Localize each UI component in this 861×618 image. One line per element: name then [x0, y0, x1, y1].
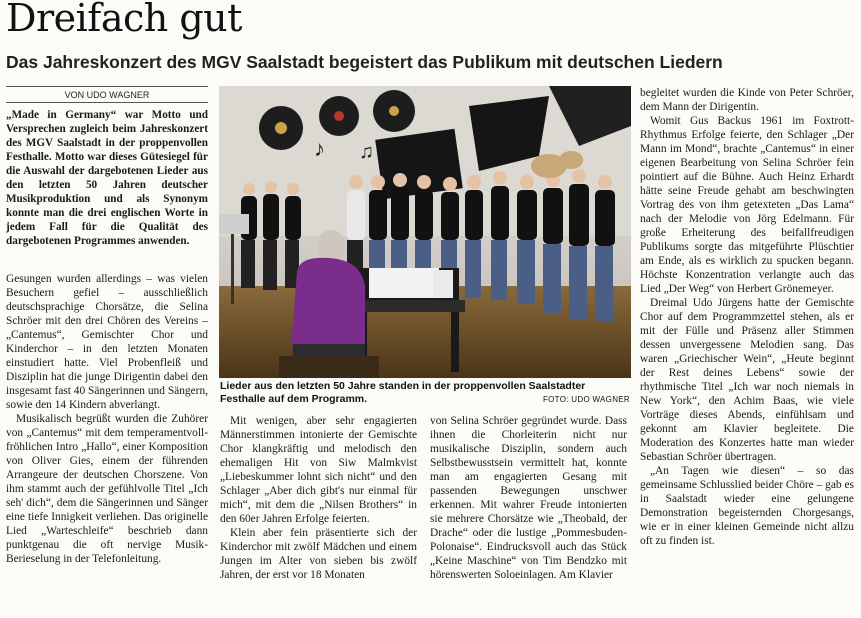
paragraph: Gesungen wurden allerdings – was vielen Besuchern gefiel – ausschließlich deutschsprachige Chorsätze, die Selina Schröer mit den drei Chören des Vereins – „Cantemus“, Gemischter Chor und Kinderchor – in den letzten Monaten einstudiert hatte. Viel Probenfleiß und Disziplin hat die junge Dirigentin dabei den insgesamt fast 40 Sängerinnen und Sängern, sowie den 14 Kindern abverlangt.	[6, 273, 208, 411]
paragraph: von Selina Schröer gegründet wurde. Dass ihnen die Chorleiterin nicht nur musikalische Disziplin, sondern auch Selbstbewusstsein vermittelt hat, konnte man am engagierten Gesang mit passenden Bewegungen unschwer erkennen. Mit wahrer Freude intonierten sie mehrere Chorsätze wie „Theobald, der Drache“ oder die lustige „Pommesbuden-Polonaise“. Eindrucksvoll auch das Stück „Keine Maschine“ von Tim Bendzko mit hörenswerten Soloeinlagen. Am Klavier	[430, 415, 627, 581]
paragraph: Mit wenigen, aber sehr engagierten Männerstimmen intonierte der Gemischte Chor klangkräftig und melodisch den ehemaligen Hit von Siw Malmkvist „Liebeskummer lohnt sich nicht“ und den Schlager „Aber dich gibt's nur einmal für mich“, mit dem die „Nilsen Brothers“ in den 60er Jahren Erfolge feierten.	[220, 415, 417, 525]
headline: Dreifach gut	[6, 0, 242, 40]
photo-credit: FOTO: UDO WAGNER	[542, 395, 630, 404]
paragraph: Womit Gus Backus 1961 im Foxtrott-Rhythmus Erfolge feierte, den Schlager „Der Mann im Mond“, brachte „Cantemus“ in einer eigenen Bearbeitung von Selina Schröer fein pointiert auf die Bühne. Auch Heinz Erhardt hätte seine Freude gehabt am beschwingten Vortrag des von ihm getexteten „Das Lama“ nach der Melodie von Jörg Edelmann. Für große Erheiterung des beifallfreudigen Publikums sorgte das mitgeführte Plüschtier am Ende, als es wirklich zu spucken begann. Höchste Konzentration verlangte auch das Lied „Der Weg“ von Herbert Grönemeyer.	[640, 115, 854, 295]
column-3	[430, 414, 627, 604]
column-4	[640, 86, 854, 606]
paragraph: „An Tagen wie diesen“ – so das gemeinsame Schlusslied beider Chöre – gab es in Saalstadt wieder eine gelungene Demonstration begeisternden Chorgesangs, wie er in einer kleinen Gemeinde nicht allzu oft zu finden ist.	[640, 465, 854, 547]
svg-text:♪: ♪	[314, 136, 325, 161]
paragraph: begleitet wurden die Kinde von Peter Schröer, dem Mann der Dirigentin.	[640, 87, 854, 113]
column-1	[6, 272, 208, 602]
lead-paragraph	[6, 108, 208, 266]
caption-text: Lieder aus den letzten 50 Jahre standen in der proppenvollen Saalstadter Festhalle auf dem Programm.	[220, 380, 586, 405]
lead-text: „Made in Germany“ war Motto und Versprechen zugleich beim Jahreskonzert des MGV Saalstadt in der proppenvollen Festhalle. Motto war dieses Gütesiegel für die Auswahl der dargebotenen Lieder aus den letzten 50 Jahren deutscher Musikproduktion und als Synonym konnte man die drei englischen Worte in jedem Fall für die Qualität des dargebotenen Programmes anwenden.	[6, 109, 208, 247]
choir-photo-illustration	[219, 86, 631, 378]
choir-photo	[219, 86, 631, 378]
photo-caption	[220, 380, 630, 406]
paragraph: Musikalisch begrüßt wurden die Zuhörer von „Cantemus“ mit dem temperamentvoll-fröhlichen Intro „Hallo“, einer Komposition von Oliver Gies, einem der führenden Arrangeure der deutschen Chorszene. Von ihm stammt auch der gefühlvolle Titel „Ich seh' dich“, dem die Sängerinnen und Sänger eine tiefe Innigkeit verliehen. Das originelle Lied „Warteschleife“ beschrieb dann punktgenau die oft nervige Musik-Berieselung in der Telefonleitung.	[6, 413, 208, 565]
subheadline: Das Jahreskonzert des MGV Saalstadt begeistert das Publikum mit deutschen Liedern	[6, 52, 723, 72]
svg-text:♫: ♫	[359, 141, 374, 163]
byline: VON UDO WAGNER	[6, 86, 208, 103]
column-2	[220, 414, 417, 604]
paragraph: Dreimal Udo Jürgens hatte der Gemischte Chor auf dem Programmzettel stehen, als er mit der Fülle und Präsenz aller Stimmen dessen unvergessene Melodien sang. Das waren „Griechischer Wein“, „Heute beginnt der Rest deines Lebens“ sowie der rhythmische Titel „Ich war noch niemals in New York“, den Achim Baas, wie viele Vorträge dieses Abends, einfühlsam und gekonnt am Klavier begleitete. Die Moderation des Konzertes hatte man wieder Sebastian Schröer übertragen.	[640, 297, 854, 463]
paragraph: Klein aber fein präsentierte sich der Kinderchor mit zwölf Mädchen und einem Jungen im Alter von sieben bis zwölf Jahren, der erst vor 18 Monaten	[220, 527, 417, 581]
